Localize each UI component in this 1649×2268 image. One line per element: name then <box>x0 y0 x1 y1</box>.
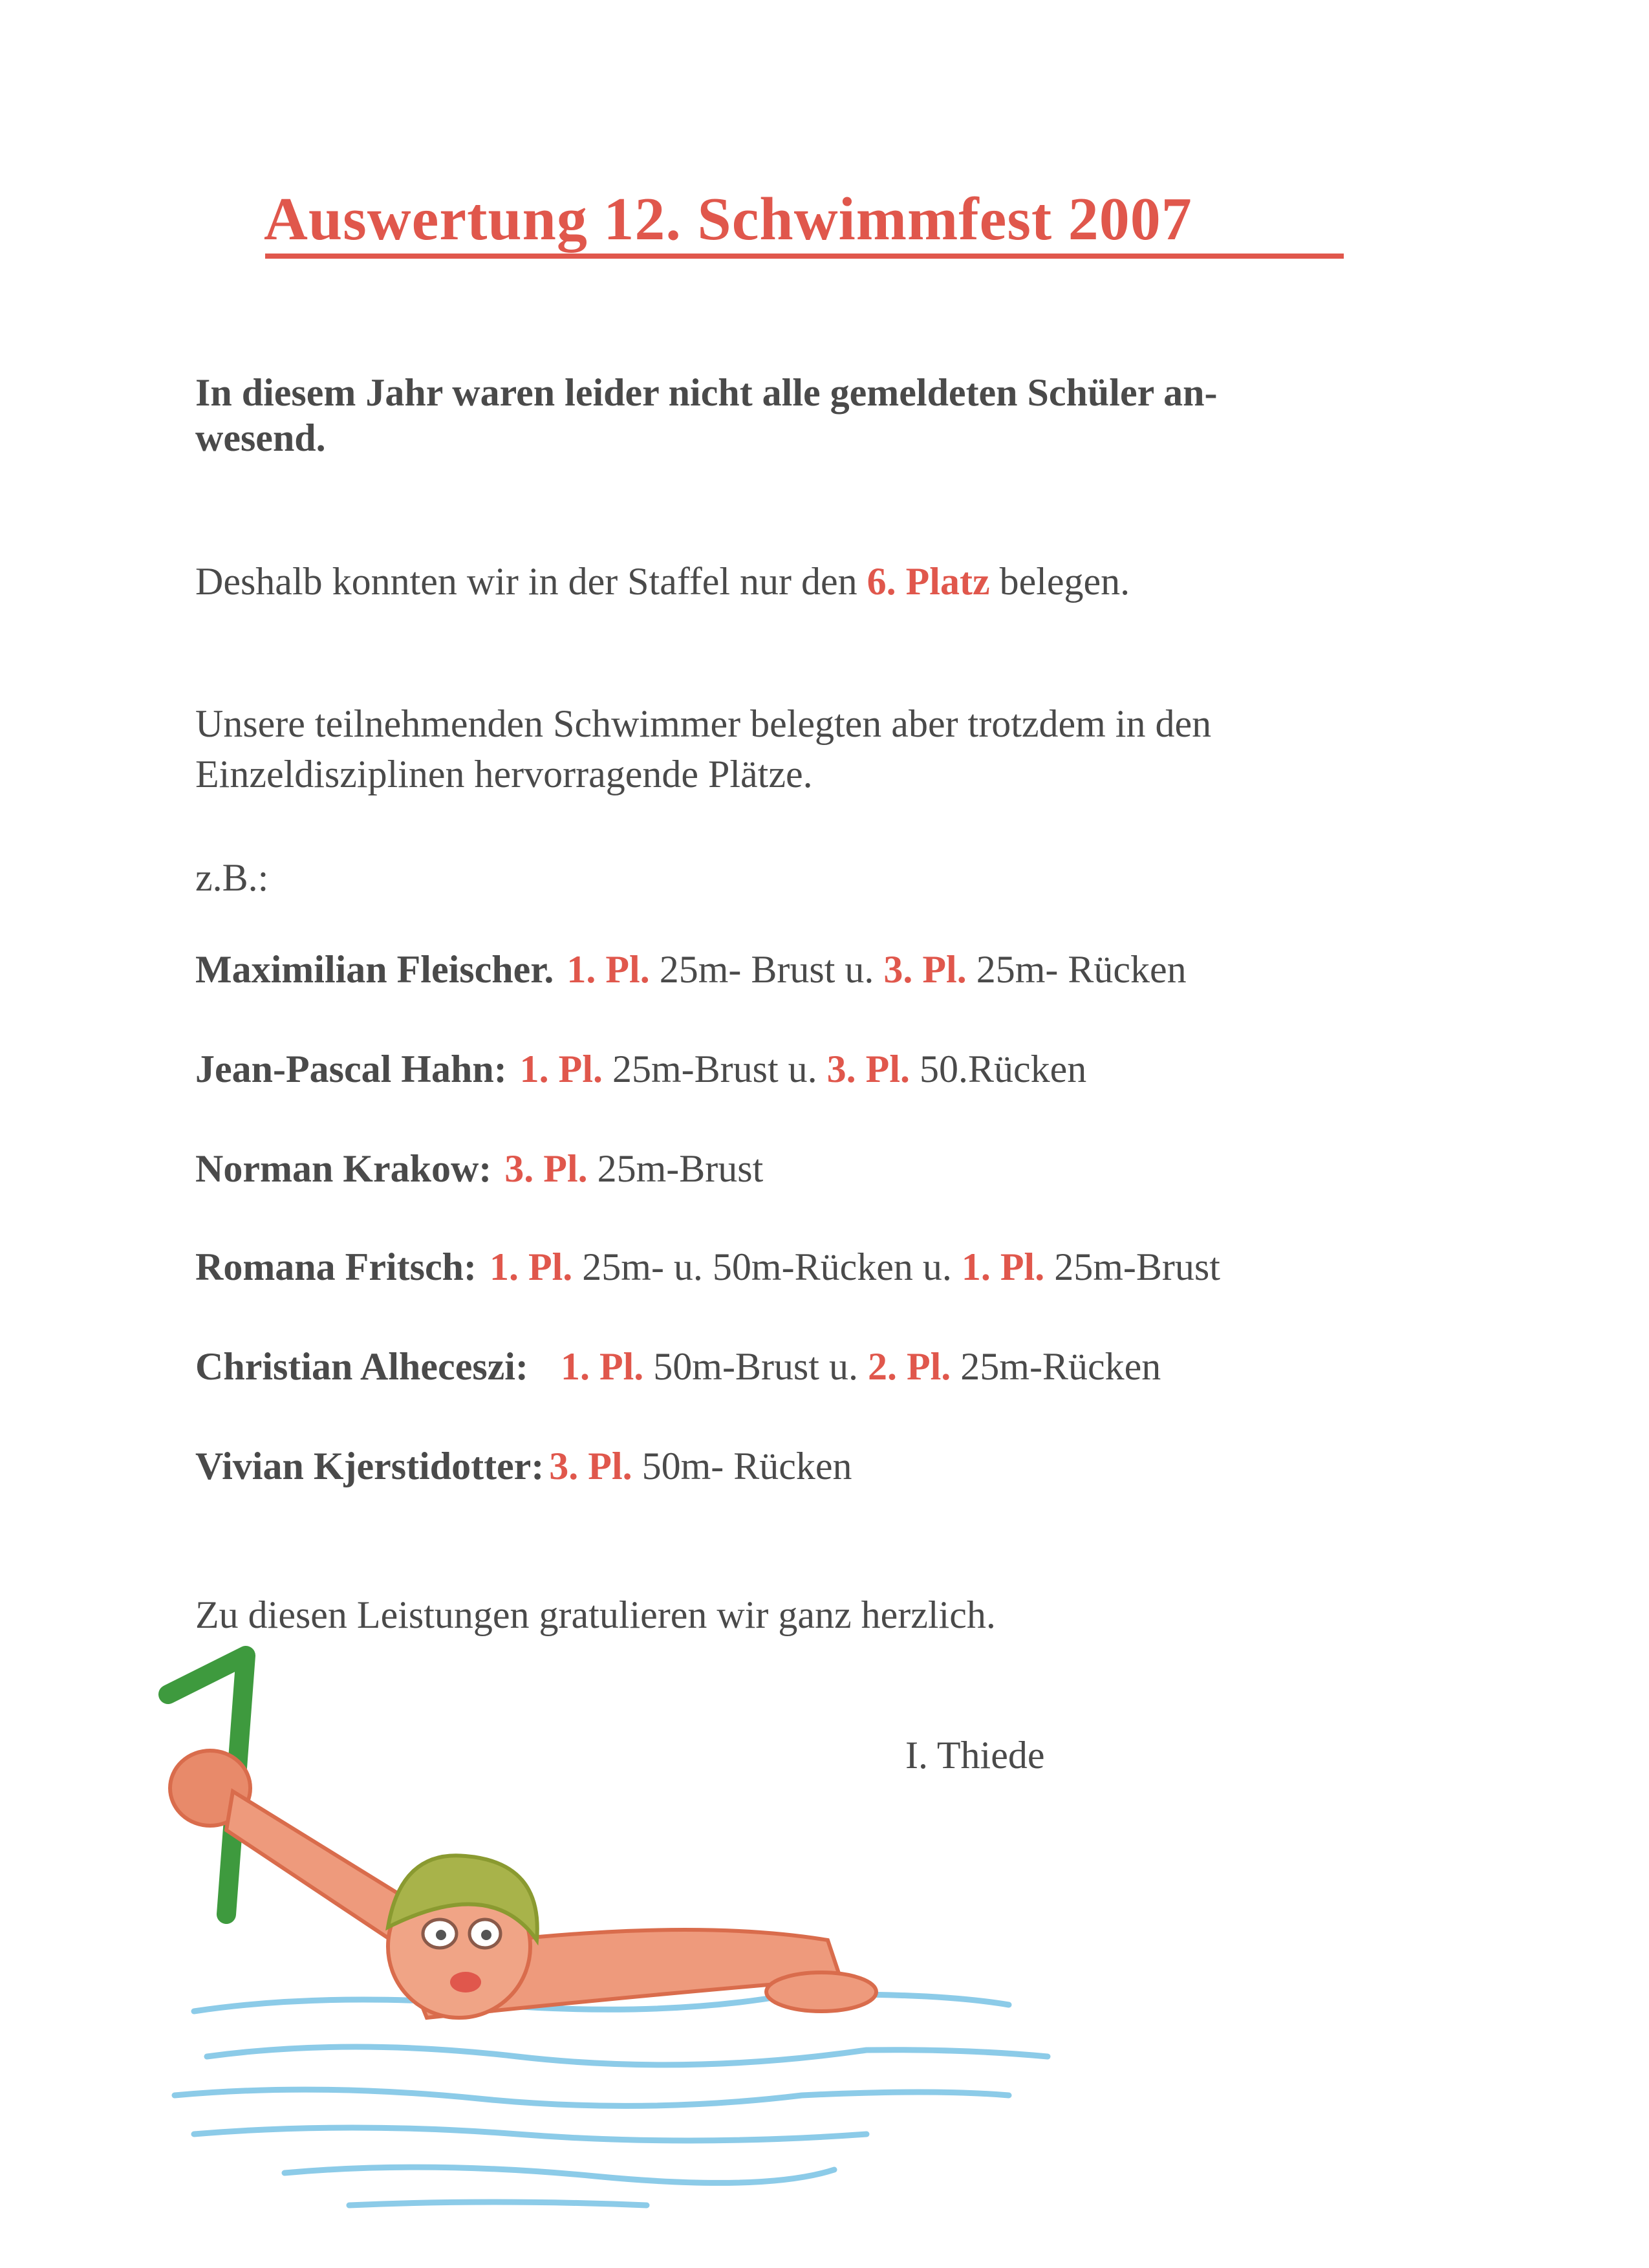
result-row <box>195 1044 1086 1094</box>
closing-sentence: Zu diesen Leistungen gratulieren wir ganz herzlich. <box>195 1593 996 1636</box>
signature: I. Thiede <box>905 1734 1045 1777</box>
result-place-1: 1. Pl. <box>566 948 650 991</box>
result-row <box>195 1341 1161 1392</box>
intro-line-1: In diesem Jahr waren leider nicht alle gemeldeten Schüler an- <box>195 371 1218 414</box>
result-discipline-2: 25m- Rücken <box>966 948 1187 991</box>
result-discipline-2: 25m-Rücken <box>951 1345 1161 1388</box>
result-discipline-1: 25m- u. 50m-Rücken u. <box>572 1246 962 1288</box>
relay-place: 6. Platz <box>867 560 990 603</box>
result-discipline-1: 25m- Brust u. <box>649 948 884 991</box>
result-place-1: 1. Pl. <box>519 1048 603 1090</box>
result-discipline-1: 25m-Brust <box>587 1147 764 1190</box>
result-row <box>195 944 1187 995</box>
result-discipline-1: 50m-Brust u. <box>643 1345 868 1388</box>
swimmer-drawing <box>155 1643 1164 2225</box>
result-name: Jean-Pascal Hahn: <box>195 1048 507 1090</box>
result-place-2: 3. Pl. <box>883 948 967 991</box>
result-name: Maximilian Fleischer. <box>195 948 554 991</box>
relay-after: belegen. <box>989 560 1130 603</box>
result-discipline-2: 50.Rücken <box>910 1048 1087 1090</box>
water-waves <box>175 1994 1048 2205</box>
result-name: Vivian Kjerstidotter: <box>195 1445 544 1487</box>
individual-line-2: Einzeldisziplinen hervorragende Plätze. <box>195 753 813 795</box>
result-place-2: 2. Pl. <box>867 1345 951 1388</box>
result-discipline-1: 50m- Rücken <box>632 1445 852 1487</box>
result-name: Romana Fritsch: <box>195 1246 477 1288</box>
individual-line-1: Unsere teilnehmenden Schwimmer belegten aber trotzdem in den <box>195 702 1212 745</box>
result-name: Christian Alheceszi: <box>195 1345 528 1388</box>
title-underline <box>265 254 1344 259</box>
result-place-1: 1. Pl. <box>560 1345 644 1388</box>
example-label: z.B.: <box>195 856 269 899</box>
result-row <box>195 1143 763 1194</box>
relay-before: Deshalb konnten wir in der Staffel nur den <box>195 560 867 603</box>
result-place-2: 3. Pl. <box>826 1048 910 1090</box>
page-title: Auswertung 12. Schwimmfest 2007 <box>264 186 1192 253</box>
result-discipline-2: 25m-Brust <box>1044 1246 1220 1288</box>
result-row <box>195 1242 1220 1292</box>
result-place-2: 1. Pl. <box>961 1246 1045 1288</box>
swimmer-figure <box>170 1751 876 2018</box>
relay-sentence <box>195 556 1130 607</box>
result-name: Norman Krakow: <box>195 1147 492 1190</box>
result-discipline-1: 25m-Brust u. <box>603 1048 827 1090</box>
result-place-1: 3. Pl. <box>504 1147 588 1190</box>
result-place-1: 3. Pl. <box>549 1445 632 1487</box>
result-place-1: 1. Pl. <box>489 1246 573 1288</box>
intro-line-2: wesend. <box>195 416 326 459</box>
result-row <box>195 1441 852 1491</box>
